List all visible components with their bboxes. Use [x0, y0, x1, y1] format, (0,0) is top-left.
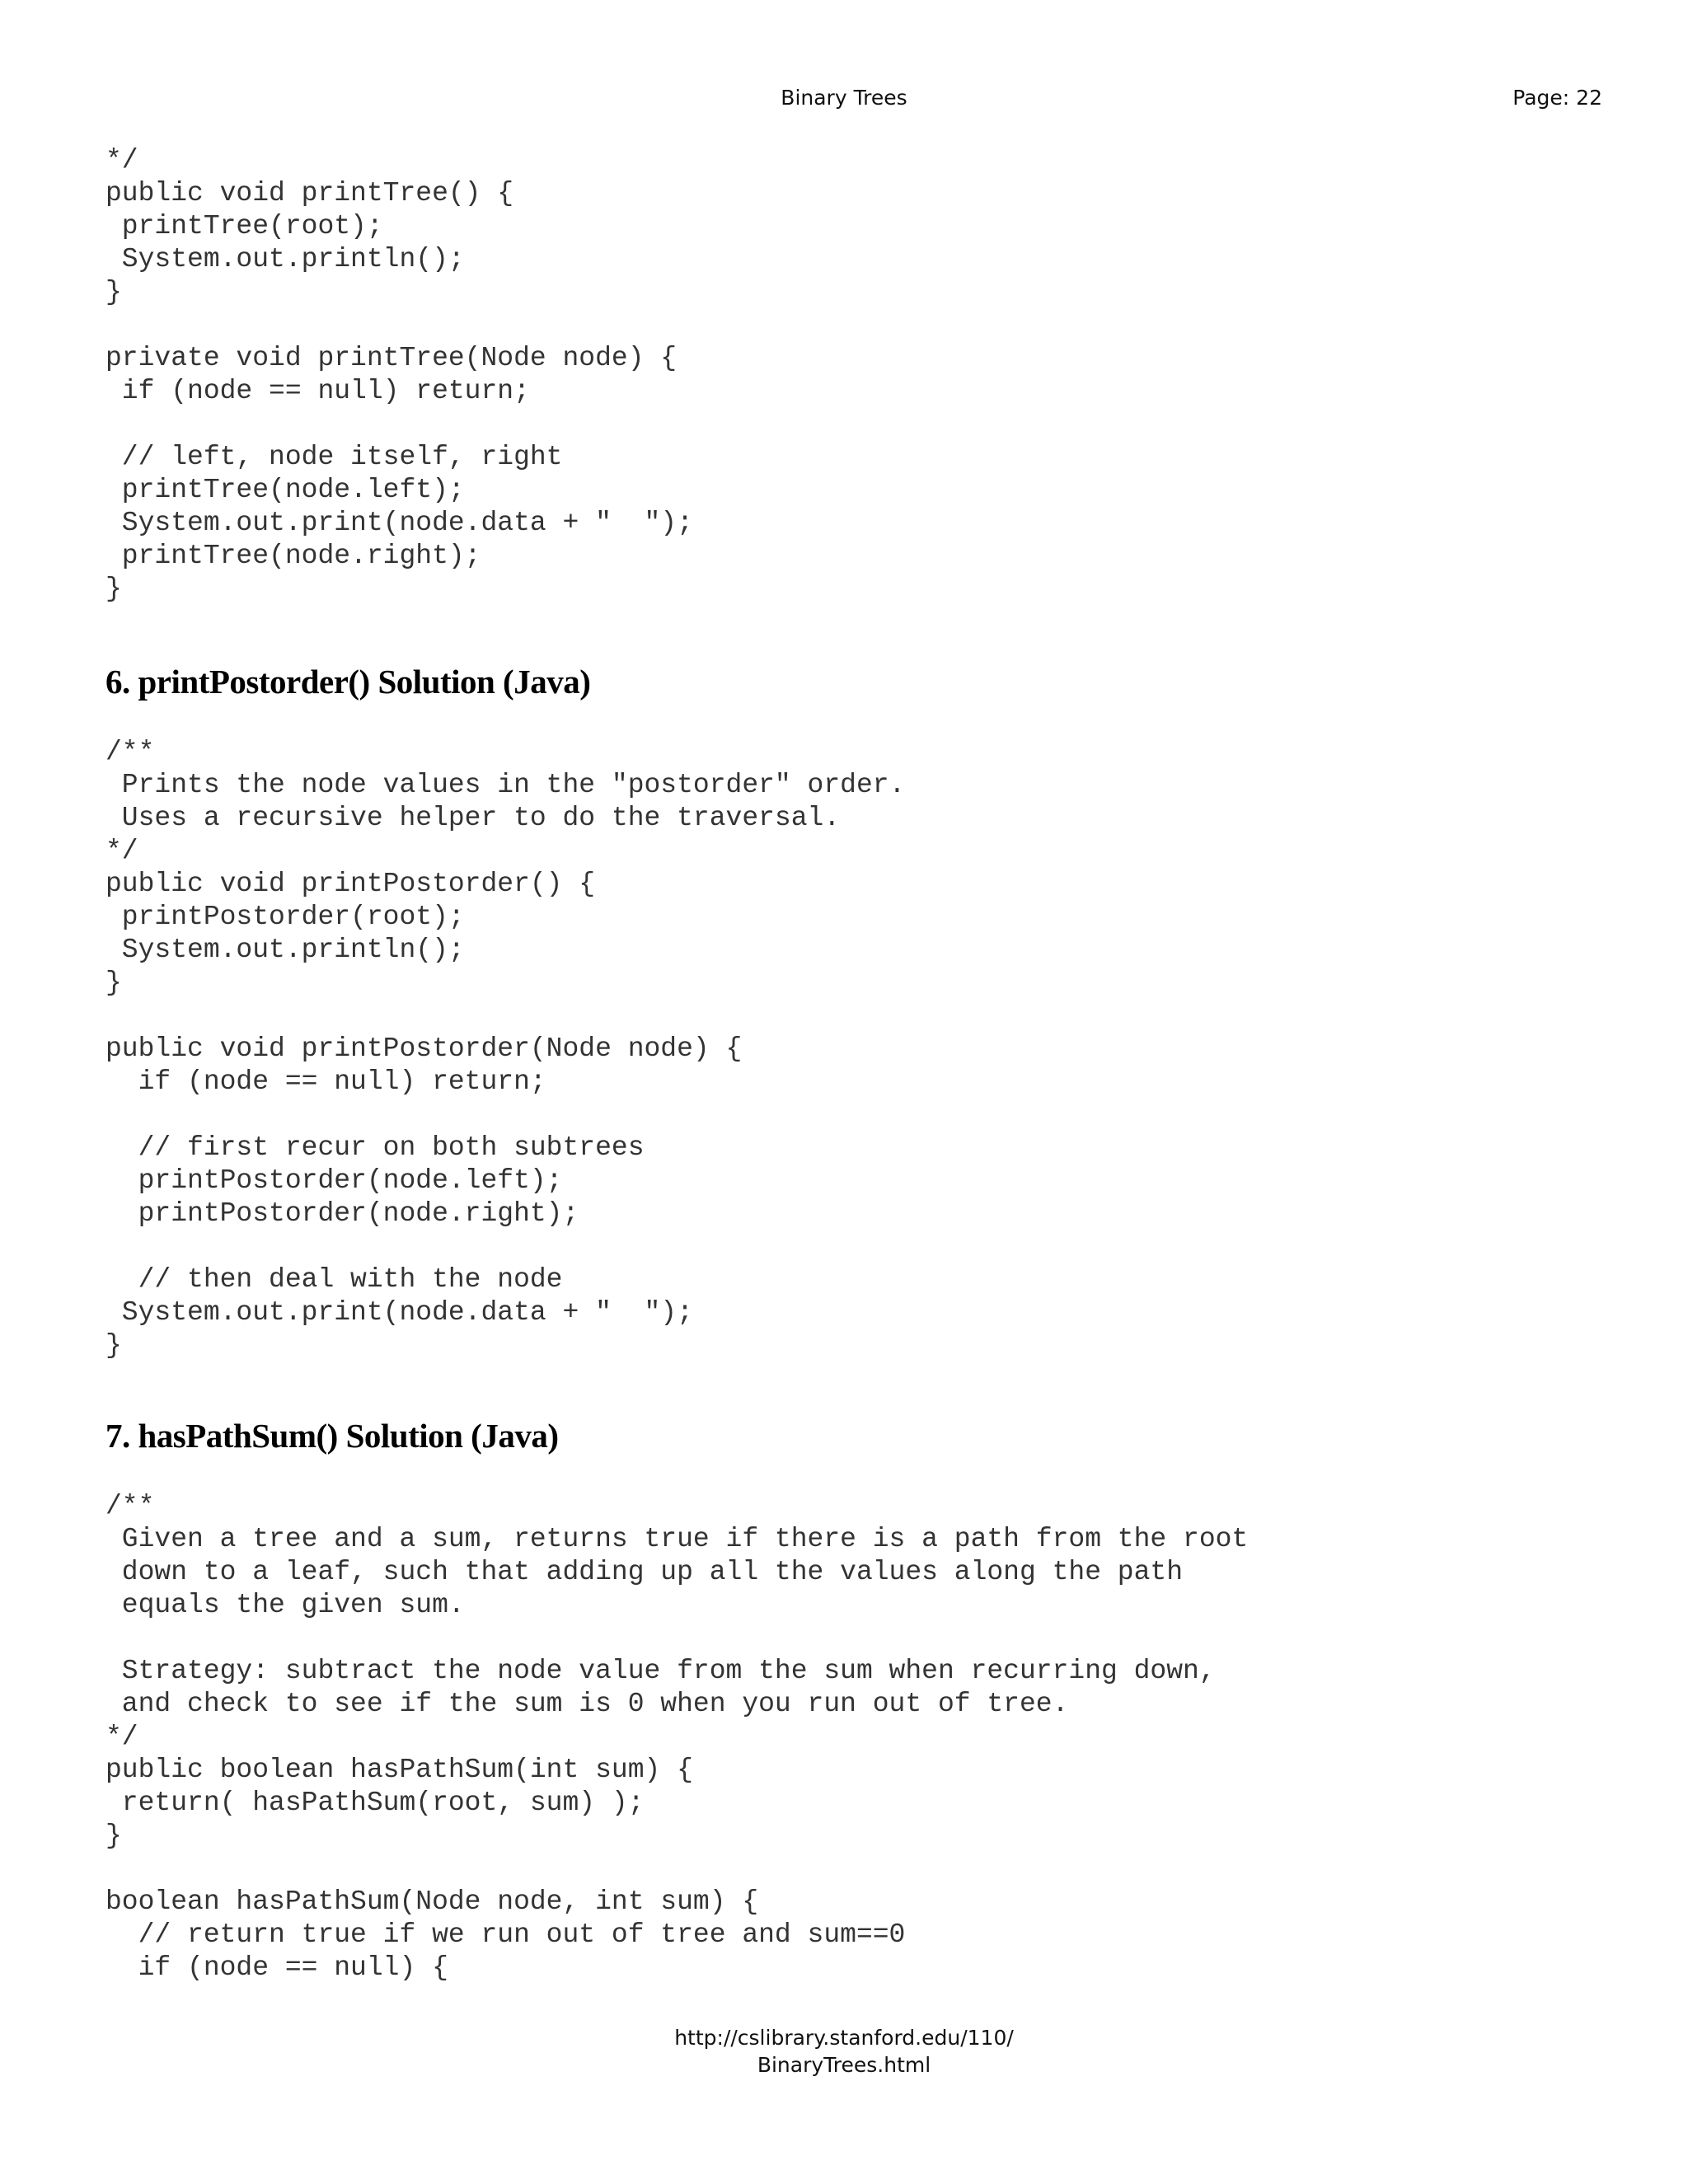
page-footer: [0, 2024, 1688, 2079]
code-block-printtree: */ public void printTree() { printTree(root); System.out.println(); } private void printTree(Node node) { if (node == null) return; // left, node itself, right printTree(node.left); System.out.print(node.data + " "); printTree(node.right); }: [106, 145, 693, 604]
footer-url-line1: http://cslibrary.stanford.edu/110/: [674, 2026, 1014, 2050]
code-block-printpostorder: /** Prints the node values in the "postorder" order. Uses a recursive helper to do the traversal. */ public void printPostorder() { printPostorder(root); System.out.println(); } public void printPostorder(Node node) { if (node == null) return; // first recur on both subtrees printPostorder(node.left); printPostorder(node.right); // then deal with the node System.out.print(node.data + " "); }: [106, 737, 906, 1361]
page-number: Page: 22: [1512, 86, 1602, 110]
code-block-haspathsum: /** Given a tree and a sum, returns true if there is a path from the root down to a leaf, such that adding up all the values along the path equals the given sum. Strategy: subtract the node value from the sum when recurring down, and check to see if the sum is 0 when you run out of tree. */ public boolean hasPathSum(int sum) { return( hasPathSum(root, sum) ); } boolean hasPathSum(Node node, int sum) { // return true if we run out of tree and sum==0 if (node == null) {: [106, 1491, 1249, 1983]
section-heading-printpostorder: 6. printPostorder() Solution (Java): [106, 663, 591, 701]
header-title: Binary Trees: [781, 86, 907, 110]
footer-url-line2: BinaryTrees.html: [757, 2053, 931, 2077]
section-heading-haspathsum: 7. hasPathSum() Solution (Java): [106, 1417, 559, 1455]
